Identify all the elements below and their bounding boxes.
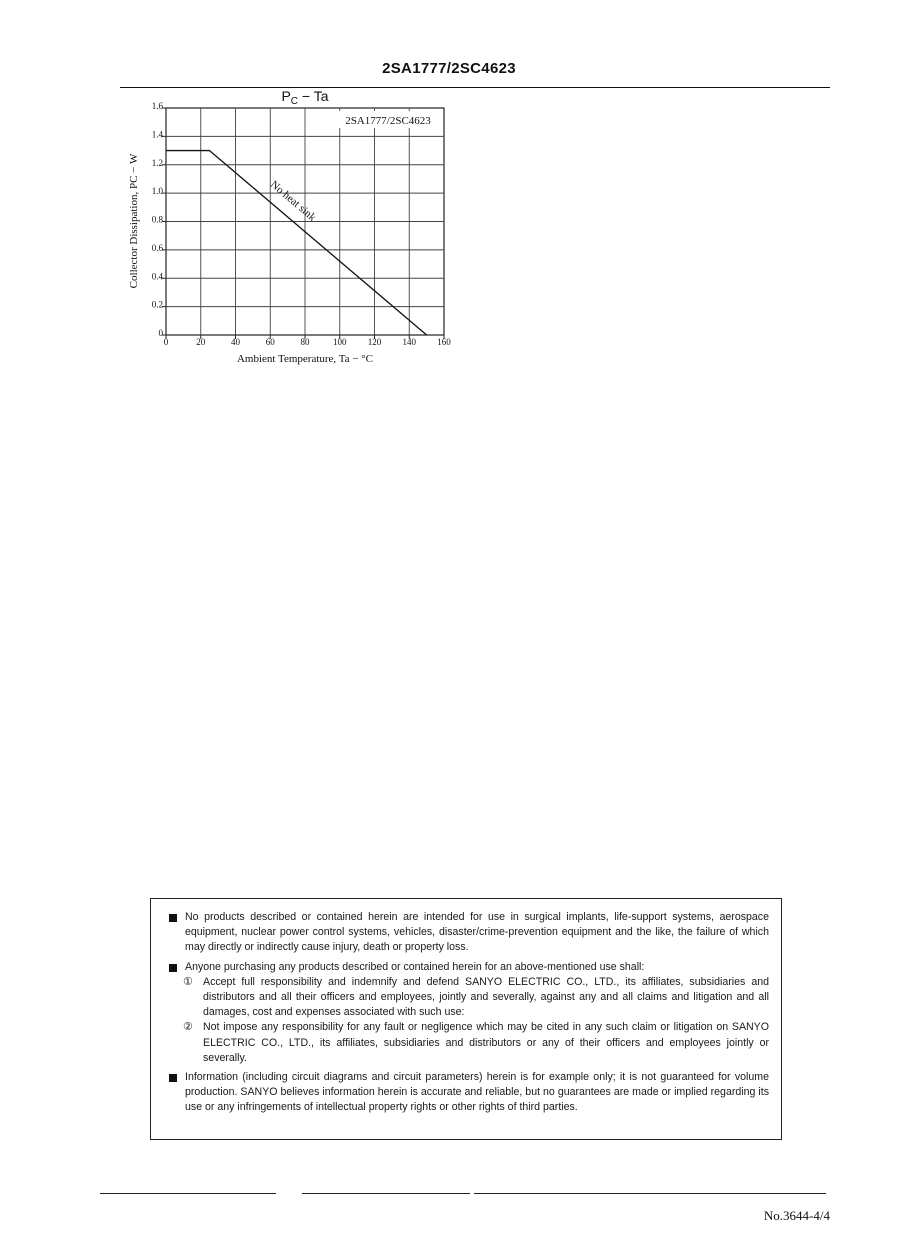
- square-bullet-icon: [169, 914, 177, 922]
- x-tick-labels: [164, 337, 452, 347]
- chart-title-sub: C: [290, 96, 299, 107]
- notice-text: No products described or contained herein are intended for use in surgical implants, life-support systems, aerospace equipment, nuclear power control systems, vehicles, disaster/crime-prevention equipment and the like, the failure of which may directly or indirectly cause injury, death or property loss.: [185, 911, 769, 954]
- footer-rule-segment: [474, 1193, 826, 1194]
- chart-title-rest: − Ta: [298, 88, 329, 104]
- x-tick-label: 160: [437, 337, 451, 347]
- chart-title-main: P: [281, 88, 291, 104]
- y-tick-label: 1.4: [151, 129, 163, 140]
- notice-item: [169, 960, 769, 975]
- pc-ta-chart: [0, 0, 898, 400]
- x-tick-label: 140: [402, 337, 416, 347]
- notice-item: [169, 910, 769, 956]
- y-tick-labels: [152, 101, 164, 338]
- x-axis-label: Ambient Temperature, Ta − °C: [236, 353, 374, 365]
- circled-two-marker: ②: [183, 1021, 193, 1034]
- x-tick-label: 60: [265, 337, 275, 347]
- series-line-no-heat-sink: [166, 151, 427, 335]
- x-tick-label: 100: [333, 337, 347, 347]
- notice-sub-item: [169, 1020, 769, 1066]
- notice-box: [150, 898, 782, 1140]
- device-label: 2SA1777/2SC4623: [345, 115, 431, 127]
- x-tick-label: 0: [163, 337, 169, 347]
- y-tick-label: 0: [158, 328, 163, 338]
- square-bullet-icon: [169, 964, 177, 972]
- y-tick-label: 0.2: [151, 299, 163, 310]
- notice-sub-text: Accept full responsibility and indemnify and defend SANYO ELECTRIC CO., LTD., its affiliates, subsidiaries and distributors and all their officers and employees, jointly and severally, against any and all claims and litigation and all damages, cost and expenses associated with such use:: [203, 975, 769, 1019]
- notice-item: [169, 1070, 769, 1116]
- grid-lines: [162, 108, 444, 339]
- series-annotation: No heat sink: [267, 178, 319, 224]
- x-tick-label: 40: [231, 337, 240, 347]
- notice-text: Anyone purchasing any products described or contained herein for an above-mentioned use shall:: [185, 960, 645, 973]
- footer-rule-segment: [302, 1193, 470, 1194]
- page-header-title: 2SA1777/2SC4623: [382, 60, 516, 77]
- y-tick-label: 1.2: [151, 157, 163, 168]
- x-tick-label: 20: [196, 337, 206, 347]
- footer-rule-segment: [100, 1193, 276, 1194]
- x-tick-label: 80: [300, 337, 310, 347]
- page-number: No.3644-4/4: [763, 1208, 830, 1223]
- y-axis-label: Collector Dissipation, PC − W: [128, 153, 140, 289]
- y-tick-label: 1.6: [151, 101, 163, 111]
- chart-title: [281, 88, 328, 107]
- square-bullet-icon: [169, 1074, 177, 1082]
- y-tick-label: 0.4: [151, 271, 163, 282]
- circled-one-marker: ①: [183, 975, 193, 988]
- y-tick-label: 0.8: [151, 214, 163, 225]
- notice-sub-text: Not impose any responsibility for any fault or negligence which may be cited in any such claim or litigation on SANYO ELECTRIC CO., LTD., its affiliates, subsidiaries and distributors or any of their officers and employees jointly or severally.: [203, 1021, 769, 1064]
- x-tick-label: 120: [367, 337, 382, 347]
- y-tick-label: 0.6: [151, 242, 163, 253]
- y-tick-label: 1.0: [151, 186, 163, 197]
- notice-sub-item: [169, 975, 769, 1021]
- notice-text: Information (including circuit diagrams and circuit parameters) herein is for example only; it is not guaranteed for volume production. SANYO believes information herein is accurate and reliable, but no guarantees are made or implied regarding its use or any infringements of intellectual property rights or other rights of third parties.: [185, 1071, 769, 1114]
